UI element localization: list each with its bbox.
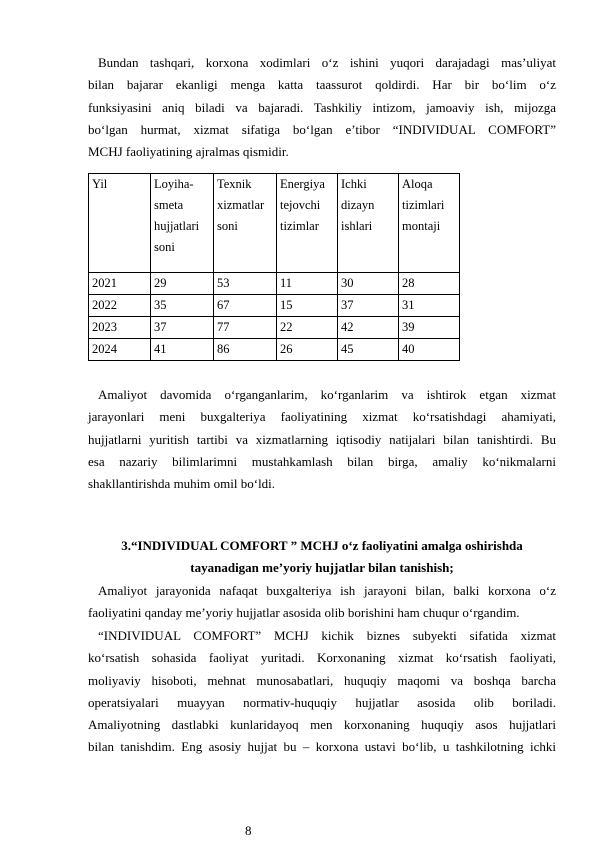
statistics-table — [88, 173, 460, 361]
table-cell: 53 — [214, 273, 277, 295]
header-cell-year — [89, 174, 151, 273]
table-cell: 26 — [277, 339, 338, 361]
header-text: Texnik — [217, 177, 252, 191]
header-cell-energy — [277, 174, 338, 273]
paragraph-practice — [88, 384, 556, 495]
header-text: Energiya — [280, 177, 325, 191]
table-row — [89, 295, 460, 317]
header-cell-technical — [214, 174, 277, 273]
text-line: shakllantirishda muhim omil bo‘ldi. — [88, 476, 276, 492]
table-cell: 29 — [151, 273, 214, 295]
table-cell: 77 — [214, 317, 277, 339]
header-text: smeta — [154, 198, 184, 212]
header-text: hujjatlari — [154, 219, 200, 233]
header-text: tejovchi — [280, 198, 321, 212]
table-cell: 40 — [399, 339, 460, 361]
page-number: 8 — [245, 823, 252, 838]
table-cell: 67 — [214, 295, 277, 317]
table-cell: 2023 — [89, 317, 151, 339]
table-cell: 42 — [338, 317, 399, 339]
header-text: Loyiha- — [154, 177, 194, 191]
header-text: tizimlar — [280, 219, 319, 233]
table-row — [89, 317, 460, 339]
paragraph-company — [88, 625, 556, 759]
table-cell: 35 — [151, 295, 214, 317]
header-text: xizmatlar — [217, 198, 265, 212]
header-text: Yil — [92, 177, 108, 191]
table-cell: 15 — [277, 295, 338, 317]
header-text: montaji — [402, 219, 441, 233]
table-row — [89, 339, 460, 361]
heading-line: 3.“INDIVIDUAL COMFORT ” MCHJ o‘z faoliyatini amalga oshirishda — [121, 538, 523, 553]
text-line: Bundan tashqari, korxona xodimlari o‘z ishini yuqori darajadagi mas’uliyat — [98, 55, 556, 70]
heading-line: tayanadigan me’yoriy hujjatlar bilan tanishish; — [190, 560, 454, 576]
text-line: jarayonlari meni buxgalteriya faoliyatining xizmat ko‘rsatishdagi ahamiyati, — [88, 409, 556, 425]
header-text: ishlari — [341, 219, 373, 233]
table-cell: 30 — [338, 273, 399, 295]
paragraph-normative — [88, 580, 556, 625]
table-cell: 45 — [338, 339, 399, 361]
text-line: hujjatlarni yuritish tartibi va xizmatlarning iqtisodiy natijalari bilan tanishtirdi. Bu — [88, 431, 556, 447]
text-line: bilan tanishdim. Eng asosiy hujjat bu – korxona ustavi bo‘lib, u tashkilotning ichki — [88, 739, 556, 755]
text-line: funksiyasini aniq biladi va bajaradi. Tashkiliy intizom, jamoaviy ish, mijozga — [88, 99, 556, 115]
header-cell-estimates — [151, 174, 214, 273]
text-line: bo‘lgan hurmat, xizmat sifatiga bo‘lgan e’tibor “INDIVIDUAL COMFORT” — [88, 121, 556, 137]
text-line: faoliyatini qanday me’yoriy hujjatlar asosida olib borishini ham chuqur o‘rgandim. — [88, 605, 520, 621]
table-cell: 22 — [277, 317, 338, 339]
header-cell-interior — [338, 174, 399, 273]
header-text: soni — [217, 219, 238, 233]
text-line: bilan bajarar ekanligi menga katta taassurot qoldirdi. Har bir bo‘lim o‘z — [88, 77, 556, 93]
table-cell: 31 — [399, 295, 460, 317]
table-cell: 2021 — [89, 273, 151, 295]
text-line: “INDIVIDUAL COMFORT” MCHJ kichik biznes subyekti sifatida xizmat — [98, 628, 556, 643]
text-line: operatsiyalari muayyan normativ-huquqiy hujjatlar asosida olib boriladi. — [88, 694, 556, 710]
text-line: moliyaviy hisoboti, mehnat munosabatlari, huquqiy maqomi va boshqa barcha — [88, 672, 556, 688]
header-text: soni — [154, 240, 175, 254]
table-cell: 37 — [151, 317, 214, 339]
table-cell: 37 — [338, 295, 399, 317]
header-cell-communication — [399, 174, 460, 273]
header-text: Ichki — [341, 177, 367, 191]
text-line: Amaliyot jarayonida nafaqat buxgalteriya ish jarayoni bilan, balki korxona o‘z — [98, 583, 556, 598]
text-line: ko‘rsatish sohasida faoliyat yuritadi. Korxonaning xizmat ko‘rsatish faoliyati, — [88, 650, 556, 666]
section-heading — [88, 535, 556, 580]
table-cell: 39 — [399, 317, 460, 339]
table-cell: 2024 — [89, 339, 151, 361]
header-text: tizimlari — [402, 198, 445, 212]
table-cell: 11 — [277, 273, 338, 295]
table-row — [89, 273, 460, 295]
text-line: Amaliyotning dastlabki kunlaridayoq men korxonaning huquqiy asos hujjatlari — [88, 717, 556, 733]
table-cell: 41 — [151, 339, 214, 361]
table-cell: 86 — [214, 339, 277, 361]
table-cell: 28 — [399, 273, 460, 295]
text-line: Amaliyot davomida o‘rganganlarim, ko‘rganlarim va ishtirok etgan xizmat — [98, 387, 556, 402]
header-text: Aloqa — [402, 177, 433, 191]
table-cell: 2022 — [89, 295, 151, 317]
text-line: MCHJ faoliyatining ajralmas qismidir. — [88, 144, 289, 160]
table-header-row — [89, 174, 460, 273]
paragraph-intro — [88, 52, 556, 163]
text-line: esa nazariy bilimlarimni mustahkamlash bilan birga, amaliy ko‘nikmalarni — [88, 453, 556, 469]
header-text: dizayn — [341, 198, 375, 212]
